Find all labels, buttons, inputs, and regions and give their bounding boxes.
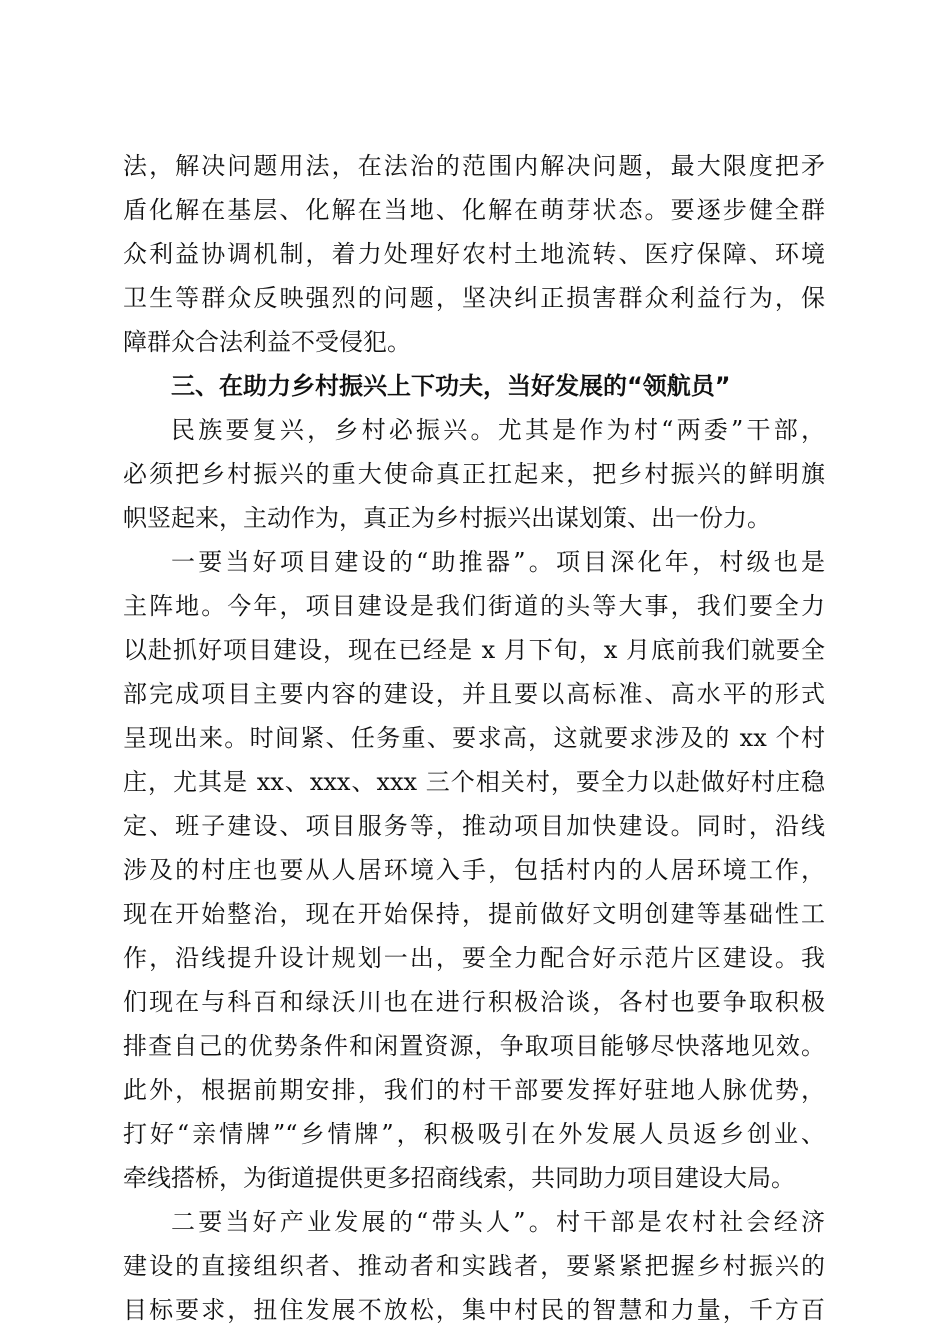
- body-text-line: 涉及的村庄也要从人居环境入手，包括村内的人居环境工作，: [123, 856, 825, 884]
- body-text-line: 卫生等群众反映强烈的问题，坚决纠正损害群众利益行为，保: [123, 284, 825, 312]
- body-text-line: 二要当好产业发展的“带头人”。村干部是农村社会经济: [171, 1208, 825, 1236]
- body-text-line: 作，沿线提升设计规划一出，要全力配合好示范片区建设。我: [123, 944, 825, 972]
- body-text-line: 排查自己的优势条件和闲置资源，争取项目能够尽快落地见效。: [123, 1032, 825, 1060]
- body-text-line: 现在开始整治，现在开始保持，提前做好文明创建等基础性工: [123, 900, 825, 928]
- body-text-line: 们现在与科百和绿沃川也在进行积极洽谈，各村也要争取积极: [123, 988, 825, 1016]
- body-text-line: 打好“亲情牌”“乡情牌”，积极吸引在外发展人员返乡创业、: [123, 1120, 825, 1148]
- body-text-line: 目标要求，扭住发展不放松，集中村民的智慧和力量，千方百: [123, 1296, 825, 1324]
- body-text-line: 以赴抓好项目建设，现在已经是 x 月下旬，x 月底前我们就要全: [123, 636, 825, 664]
- body-text-line: 盾化解在基层、化解在当地、化解在萌芽状态。要逐步健全群: [123, 196, 825, 224]
- body-text-line: 牵线搭桥，为街道提供更多招商线索，共同助力项目建设大局。: [123, 1164, 795, 1192]
- body-text-line: 此外，根据前期安排，我们的村干部要发挥好驻地人脉优势，: [123, 1076, 825, 1104]
- body-text-line: 部完成项目主要内容的建设，并且要以高标准、高水平的形式: [123, 680, 825, 708]
- body-text-line: 庄，尤其是 xx、xxx、xxx 三个相关村，要全力以赴做好村庄稳: [123, 768, 825, 796]
- body-text-line: 一要当好项目建设的“助推器”。项目深化年，村级也是: [171, 548, 825, 576]
- body-text-line: 主阵地。今年，项目建设是我们街道的头等大事，我们要全力: [123, 592, 825, 620]
- body-text-line: 众利益协调机制，着力处理好农村土地流转、医疗保障、环境: [123, 240, 825, 268]
- body-text-line: 帜竖起来，主动作为，真正为乡村振兴出谋划策、出一份力。: [123, 504, 771, 532]
- body-text-line: 障群众合法利益不受侵犯。: [123, 328, 411, 356]
- body-text-line: 定、班子建设、项目服务等，推动项目加快建设。同时，沿线: [123, 812, 825, 840]
- body-text-line: 建设的直接组织者、推动者和实践者，要紧紧把握乡村振兴的: [123, 1252, 825, 1280]
- body-text-line: 法，解决问题用法，在法治的范围内解决问题，最大限度把矛: [123, 152, 825, 180]
- section-heading: 三、在助力乡村振兴上下功夫，当好发展的“领航员”: [171, 372, 731, 400]
- body-text-line: 必须把乡村振兴的重大使命真正扛起来，把乡村振兴的鲜明旗: [123, 460, 825, 488]
- body-text-line: 呈现出来。时间紧、任务重、要求高，这就要求涉及的 xx 个村: [123, 724, 825, 752]
- body-text-line: 民族要复兴，乡村必振兴。尤其是作为村“两委”干部，: [171, 416, 825, 444]
